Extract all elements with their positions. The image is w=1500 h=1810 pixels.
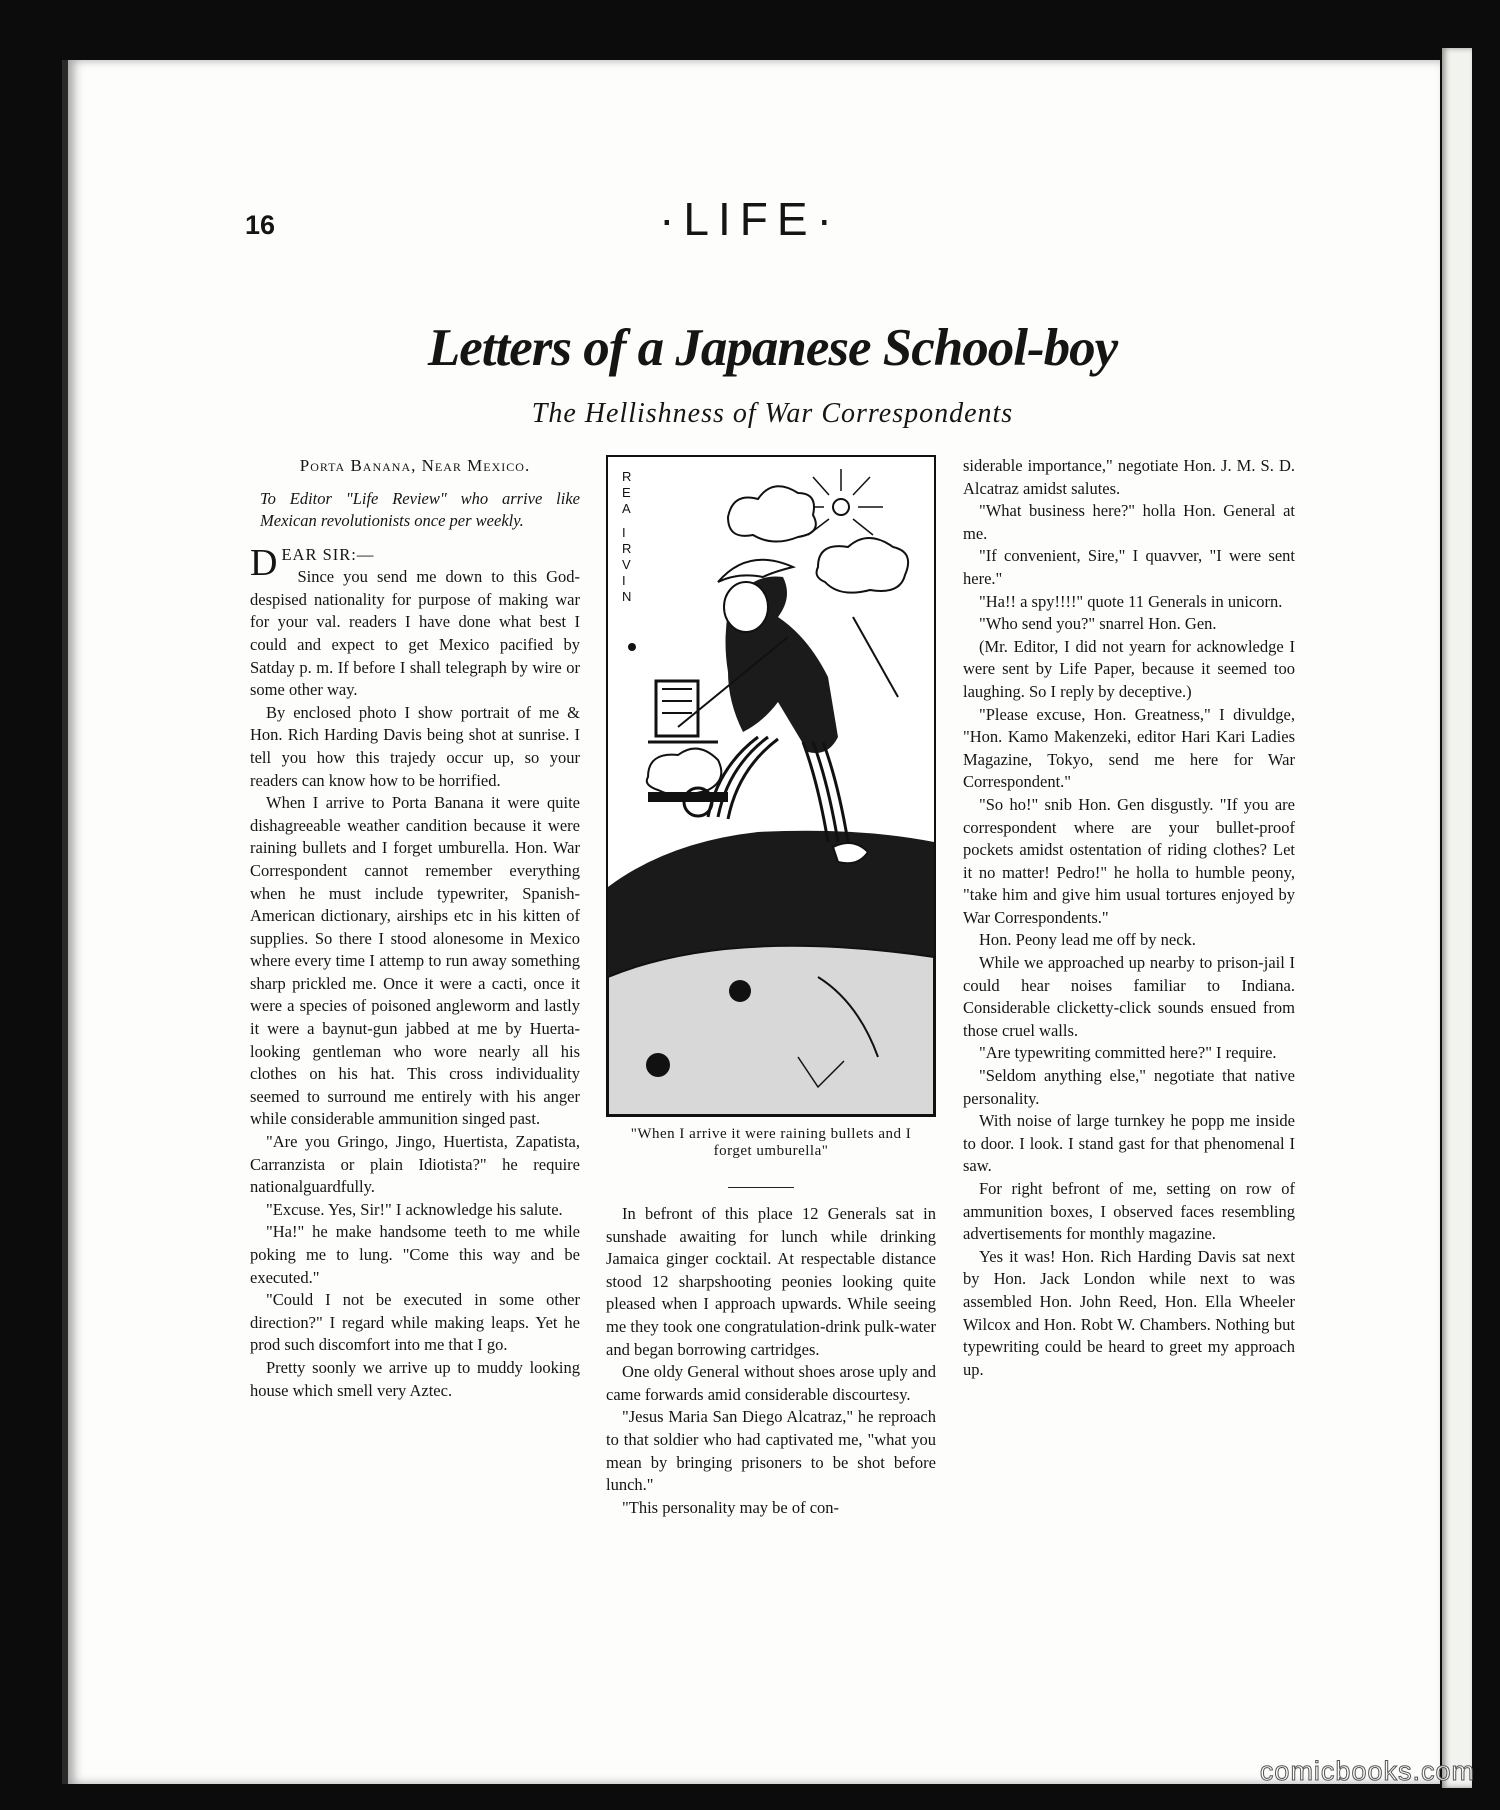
paragraph: Pretty soonly we arrive up to muddy looking house which smell very Aztec. (250, 1357, 580, 1400)
paragraph: With noise of large turnkey he popp me inside to door. I look. I stand gast for that phenomenal I saw. (963, 1111, 1295, 1176)
cartoon-drawing (608, 457, 934, 1115)
facing-page-edge (1442, 48, 1472, 1788)
article-title: Letters of a Japanese School-boy (427, 319, 1118, 377)
article-subtitle: The Hellishness of War Correspondents (531, 398, 1014, 429)
paragraph: "Jesus Maria San Diego Alcatraz," he reproach to that soldier who had captivated me, "what you mean by bringing prisoners to be shot before lunch." (606, 1407, 936, 1495)
artist-signature: R E A I R V I N (622, 469, 632, 604)
page-number: 16 (245, 210, 276, 240)
paragraph: Hon. Peony lead me off by neck. (979, 930, 1196, 950)
column-2 (606, 1203, 936, 1519)
dateline: Porta Banana, Near Mexico. (299, 456, 531, 475)
column-2-body (606, 1203, 936, 1519)
paragraph: siderable importance," negotiate Hon. J. M. S. D. Alcatraz amidst salutes. (963, 456, 1295, 498)
column-1-body (250, 566, 580, 1402)
paragraph: "Seldom anything else," negotiate that native personality. (963, 1066, 1295, 1108)
watermark: comicbooks.com (1259, 1756, 1475, 1786)
editor-note: To Editor "Life Review" who arrive like Mexican revolutionists once per weekly. (260, 488, 580, 530)
paragraph: One oldy General without shoes arose uply and came forwards amid considerable discourtesy. (606, 1362, 936, 1404)
paragraph: "Excuse. Yes, Sir!" I acknowledge his salute. (266, 1199, 563, 1219)
paragraph: "What business here?" holla Hon. General at me. (963, 501, 1295, 543)
paragraph: Since you send me down to this God-despised nationality for purpose of making war for your val. readers I have done what best I could and expect to get Mexico pacified by Satday p. m. If before I shall telegraph by wire or some other way. (250, 567, 580, 700)
paragraph: "Ha!" he make handsome teeth to me while poking me to lung. "Come this way and be executed." (250, 1222, 580, 1287)
paragraph: While we approached up nearby to prison-jail I could hear noises familiar to Indiana. Considerable clicketty-click sounds ensued from those cruel walls. (963, 953, 1295, 1040)
illustration (606, 455, 936, 1117)
salutation-text: EAR SIR:— (281, 544, 375, 564)
masthead: ·LIFE· (659, 193, 841, 245)
paragraph: By enclosed photo I show portrait of me & Hon. Rich Harding Davis being shot at sunrise. I tell you how this trajedy occur up, so your readers can know how to be horrified. (250, 702, 580, 790)
paragraph: "Please excuse, Hon. Greatness," I divuldge, "Hon. Kamo Makenzeki, editor Hari Kari Ladies Magazine, Tokyo, send me here for War Correspondent." (963, 704, 1295, 792)
paragraph: (Mr. Editor, I did not yearn for acknowledge I were sent by Life Paper, because it seemed too laughing. So I reply by deceptive.) (963, 636, 1295, 701)
paragraph: Yes it was! Hon. Rich Harding Davis sat next by Hon. Jack London while next to was assembled Hon. John Reed, Hon. Ella Wheeler Wilcox and Hon. Robt W. Chambers. Nothing but typewriting could be heard to greet my approach up. (963, 1246, 1295, 1379)
column-3-body (963, 455, 1295, 1381)
caption-divider (728, 1187, 794, 1188)
paragraph: "Could I not be executed in some other direction?" I regard while making leaps. Yet he prod such discomfort into me that I go. (250, 1290, 580, 1355)
paragraph: "Ha!! a spy!!!!" quote 11 Generals in unicorn. (979, 591, 1283, 611)
paragraph: "Are typewriting committed here?" I require. (979, 1043, 1277, 1063)
drop-cap: D (250, 541, 278, 584)
illustration-caption: "When I arrive it were raining bullets and I forget umburella" (630, 1126, 912, 1159)
column-1 (250, 455, 580, 1402)
paragraph: In befront of this place 12 Generals sat in sunshade awaiting for lunch while drinking Jamaica ginger cocktail. At respectable distance stood 12 sharpshooting peonies looking quite pleased when I approach upwards. While seeing me they took one congratulation-drink pulk-water and began borrowing cartridges. (606, 1204, 936, 1359)
salutation (250, 541, 580, 584)
paragraph: "Are you Gringo, Jingo, Huertista, Zapatista, Carranzista or plain Idiotista?" he require nationalguardfully. (250, 1132, 580, 1197)
paragraph: "So ho!" snib Hon. Gen disgustly. "If you are correspondent where are your bullet-proof pockets amidst ostentation of riding clothes? Let it no matter! Pedro!" he holla to humble peony, "take him and give him usual tortures enjoyed by War Correspondents." (963, 794, 1295, 927)
paragraph: "This personality may be of con- (622, 1497, 840, 1517)
paragraph: "Who send you?" snarrel Hon. Gen. (979, 614, 1217, 634)
paragraph: When I arrive to Porta Banana it were quite dishagreeable weather candition because it were raining bullets and I forget umburella. Hon. War Correspondent cannot remember everything when he must include typewriter, Spanish-American dictionary, airships etc in his kitten of supplies. So there I stood alonesome in Mexico where every time I attemp to run away something sharp prickled me. Once it were a cacti, once it were a species of poisoned angleworm and lastly it were a baynut-gun jabbed at me by Huerta-looking gentleman who wore nearly all his clothes on his hat. This cross individuality seemed to surround me entirely with his anger while considerable ammunition singed past. (250, 793, 580, 1129)
paragraph: For right befront of me, setting on row of ammunition boxes, I observed faces resembling advertisements for monthly magazine. (963, 1179, 1295, 1244)
column-3 (963, 455, 1295, 1381)
paragraph: "If convenient, Sire," I quavver, "I were sent here." (963, 546, 1295, 588)
